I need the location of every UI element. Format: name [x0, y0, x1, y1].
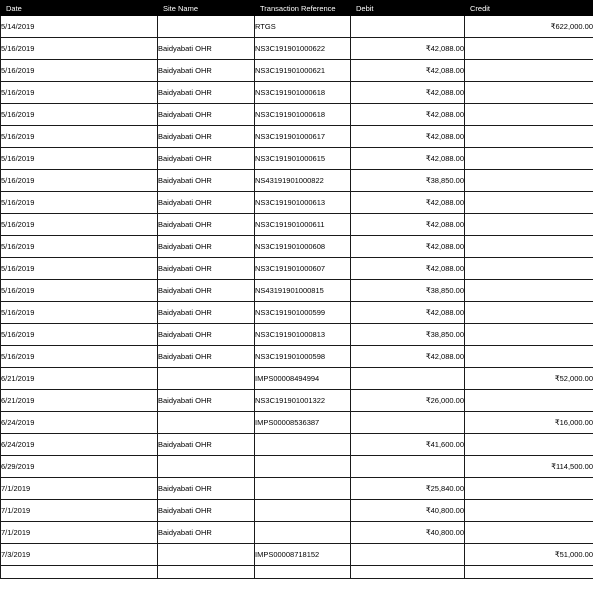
- cell-transaction-reference: NS3C191901000618: [255, 82, 351, 104]
- cell-site-name: [158, 544, 255, 566]
- cell-credit: ₹52,000.00: [465, 368, 593, 390]
- cell-date: 5/16/2019: [1, 60, 158, 82]
- cell-transaction-reference: NS3C191901000613: [255, 192, 351, 214]
- cell-credit: ₹16,000.00: [465, 412, 593, 434]
- cell-site-name: Baidyabati OHR: [158, 38, 255, 60]
- cell-debit: [351, 412, 465, 434]
- cell-credit: [465, 566, 593, 579]
- cell-debit: ₹40,800.00: [351, 522, 465, 544]
- cell-transaction-reference: NS3C191901000618: [255, 104, 351, 126]
- table-row: [1, 170, 593, 192]
- cell-transaction-reference: [255, 500, 351, 522]
- cell-credit: [465, 258, 593, 280]
- cell-transaction-reference: [255, 566, 351, 579]
- cell-debit: ₹42,088.00: [351, 214, 465, 236]
- cell-date: 6/24/2019: [1, 412, 158, 434]
- cell-debit: ₹40,800.00: [351, 500, 465, 522]
- table-row: [1, 148, 593, 170]
- cell-site-name: Baidyabati OHR: [158, 280, 255, 302]
- cell-credit: ₹51,000.00: [465, 544, 593, 566]
- cell-transaction-reference: NS3C191901000611: [255, 214, 351, 236]
- cell-site-name: Baidyabati OHR: [158, 390, 255, 412]
- cell-credit: [465, 390, 593, 412]
- cell-site-name: [158, 368, 255, 390]
- cell-transaction-reference: NS3C191901000608: [255, 236, 351, 258]
- cell-credit: [465, 38, 593, 60]
- table-row: [1, 236, 593, 258]
- cell-date: 6/21/2019: [1, 368, 158, 390]
- cell-site-name: Baidyabati OHR: [158, 500, 255, 522]
- table-row: [1, 456, 593, 478]
- cell-date: 5/16/2019: [1, 192, 158, 214]
- cell-site-name: Baidyabati OHR: [158, 522, 255, 544]
- table-row: [1, 16, 593, 38]
- cell-transaction-reference: [255, 434, 351, 456]
- table-row: [1, 346, 593, 368]
- column-header-transaction-reference: Transaction Reference: [255, 1, 351, 16]
- cell-date: 5/14/2019: [1, 16, 158, 38]
- cell-transaction-reference: IMPS00008494994: [255, 368, 351, 390]
- cell-credit: ₹114,500.00: [465, 456, 593, 478]
- cell-date: [1, 566, 158, 579]
- cell-transaction-reference: NS3C191901000813: [255, 324, 351, 346]
- cell-date: 5/16/2019: [1, 126, 158, 148]
- cell-site-name: Baidyabati OHR: [158, 148, 255, 170]
- cell-date: 5/16/2019: [1, 82, 158, 104]
- cell-site-name: Baidyabati OHR: [158, 434, 255, 456]
- cell-debit: ₹26,000.00: [351, 390, 465, 412]
- table-row: [1, 500, 593, 522]
- cell-site-name: Baidyabati OHR: [158, 126, 255, 148]
- cell-site-name: Baidyabati OHR: [158, 258, 255, 280]
- cell-transaction-reference: NS3C191901001322: [255, 390, 351, 412]
- cell-site-name: Baidyabati OHR: [158, 192, 255, 214]
- cell-date: 6/29/2019: [1, 456, 158, 478]
- cell-debit: ₹25,840.00: [351, 478, 465, 500]
- cell-date: 7/1/2019: [1, 478, 158, 500]
- cell-date: 5/16/2019: [1, 346, 158, 368]
- table-row: [1, 544, 593, 566]
- cell-site-name: [158, 566, 255, 579]
- cell-transaction-reference: IMPS00008536387: [255, 412, 351, 434]
- cell-debit: [351, 566, 465, 579]
- table-row: [1, 566, 593, 579]
- column-header-date: Date: [1, 1, 158, 16]
- table-header-row: [1, 1, 593, 16]
- column-header-site-name: Site Name: [158, 1, 255, 16]
- table-row: [1, 390, 593, 412]
- cell-debit: ₹38,850.00: [351, 280, 465, 302]
- cell-credit: [465, 522, 593, 544]
- cell-transaction-reference: [255, 522, 351, 544]
- cell-debit: ₹42,088.00: [351, 192, 465, 214]
- cell-date: 7/3/2019: [1, 544, 158, 566]
- cell-debit: ₹42,088.00: [351, 126, 465, 148]
- cell-date: 7/1/2019: [1, 500, 158, 522]
- cell-site-name: Baidyabati OHR: [158, 104, 255, 126]
- table-row: [1, 302, 593, 324]
- cell-date: 5/16/2019: [1, 236, 158, 258]
- table-row: [1, 82, 593, 104]
- table-row: [1, 434, 593, 456]
- cell-transaction-reference: NS3C191901000622: [255, 38, 351, 60]
- cell-site-name: [158, 456, 255, 478]
- cell-debit: ₹42,088.00: [351, 236, 465, 258]
- table-row: [1, 258, 593, 280]
- cell-debit: ₹41,600.00: [351, 434, 465, 456]
- cell-site-name: Baidyabati OHR: [158, 214, 255, 236]
- cell-transaction-reference: [255, 456, 351, 478]
- cell-credit: [465, 280, 593, 302]
- table-body: [1, 16, 593, 579]
- column-header-credit: Credit: [465, 1, 593, 16]
- cell-transaction-reference: RTGS: [255, 16, 351, 38]
- cell-site-name: [158, 16, 255, 38]
- table-row: [1, 126, 593, 148]
- table-row: [1, 478, 593, 500]
- cell-debit: [351, 16, 465, 38]
- table-row: [1, 368, 593, 390]
- cell-credit: [465, 60, 593, 82]
- cell-credit: [465, 500, 593, 522]
- cell-debit: [351, 456, 465, 478]
- cell-date: 5/16/2019: [1, 148, 158, 170]
- cell-credit: [465, 434, 593, 456]
- cell-credit: [465, 148, 593, 170]
- column-header-debit: Debit: [351, 1, 465, 16]
- cell-debit: [351, 368, 465, 390]
- cell-debit: ₹42,088.00: [351, 104, 465, 126]
- cell-site-name: Baidyabati OHR: [158, 236, 255, 258]
- cell-date: 5/16/2019: [1, 214, 158, 236]
- table-row: [1, 280, 593, 302]
- cell-transaction-reference: NS3C191901000615: [255, 148, 351, 170]
- cell-debit: ₹38,850.00: [351, 324, 465, 346]
- table-row: [1, 522, 593, 544]
- table-row: [1, 324, 593, 346]
- cell-credit: [465, 324, 593, 346]
- cell-date: 5/16/2019: [1, 280, 158, 302]
- cell-debit: ₹42,088.00: [351, 258, 465, 280]
- cell-date: 5/16/2019: [1, 324, 158, 346]
- cell-credit: [465, 82, 593, 104]
- cell-transaction-reference: NS43191901000822: [255, 170, 351, 192]
- cell-site-name: Baidyabati OHR: [158, 324, 255, 346]
- cell-credit: ₹622,000.00: [465, 16, 593, 38]
- cell-site-name: [158, 412, 255, 434]
- cell-site-name: Baidyabati OHR: [158, 170, 255, 192]
- cell-debit: ₹38,850.00: [351, 170, 465, 192]
- cell-credit: [465, 236, 593, 258]
- cell-site-name: Baidyabati OHR: [158, 478, 255, 500]
- cell-credit: [465, 170, 593, 192]
- cell-transaction-reference: NS3C191901000599: [255, 302, 351, 324]
- cell-debit: ₹42,088.00: [351, 60, 465, 82]
- cell-transaction-reference: NS3C191901000598: [255, 346, 351, 368]
- cell-transaction-reference: NS3C191901000617: [255, 126, 351, 148]
- cell-credit: [465, 346, 593, 368]
- cell-transaction-reference: NS43191901000815: [255, 280, 351, 302]
- cell-date: 7/1/2019: [1, 522, 158, 544]
- table-row: [1, 60, 593, 82]
- cell-credit: [465, 192, 593, 214]
- cell-debit: ₹42,088.00: [351, 38, 465, 60]
- table-row: [1, 214, 593, 236]
- cell-site-name: Baidyabati OHR: [158, 60, 255, 82]
- table-row: [1, 412, 593, 434]
- cell-transaction-reference: NS3C191901000621: [255, 60, 351, 82]
- cell-date: 5/16/2019: [1, 170, 158, 192]
- table-row: [1, 38, 593, 60]
- cell-transaction-reference: [255, 478, 351, 500]
- cell-date: 6/24/2019: [1, 434, 158, 456]
- cell-debit: ₹42,088.00: [351, 82, 465, 104]
- cell-site-name: Baidyabati OHR: [158, 302, 255, 324]
- cell-credit: [465, 126, 593, 148]
- cell-debit: ₹42,088.00: [351, 148, 465, 170]
- cell-credit: [465, 214, 593, 236]
- cell-date: 5/16/2019: [1, 258, 158, 280]
- cell-credit: [465, 104, 593, 126]
- cell-site-name: Baidyabati OHR: [158, 82, 255, 104]
- cell-transaction-reference: IMPS00008718152: [255, 544, 351, 566]
- table-row: [1, 104, 593, 126]
- cell-date: 5/16/2019: [1, 302, 158, 324]
- cell-transaction-reference: NS3C191901000607: [255, 258, 351, 280]
- cell-date: 5/16/2019: [1, 104, 158, 126]
- table-row: [1, 192, 593, 214]
- cell-credit: [465, 302, 593, 324]
- cell-date: 6/21/2019: [1, 390, 158, 412]
- cell-site-name: Baidyabati OHR: [158, 346, 255, 368]
- cell-debit: ₹42,088.00: [351, 346, 465, 368]
- cell-debit: ₹42,088.00: [351, 302, 465, 324]
- cell-debit: [351, 544, 465, 566]
- cell-date: 5/16/2019: [1, 38, 158, 60]
- cell-credit: [465, 478, 593, 500]
